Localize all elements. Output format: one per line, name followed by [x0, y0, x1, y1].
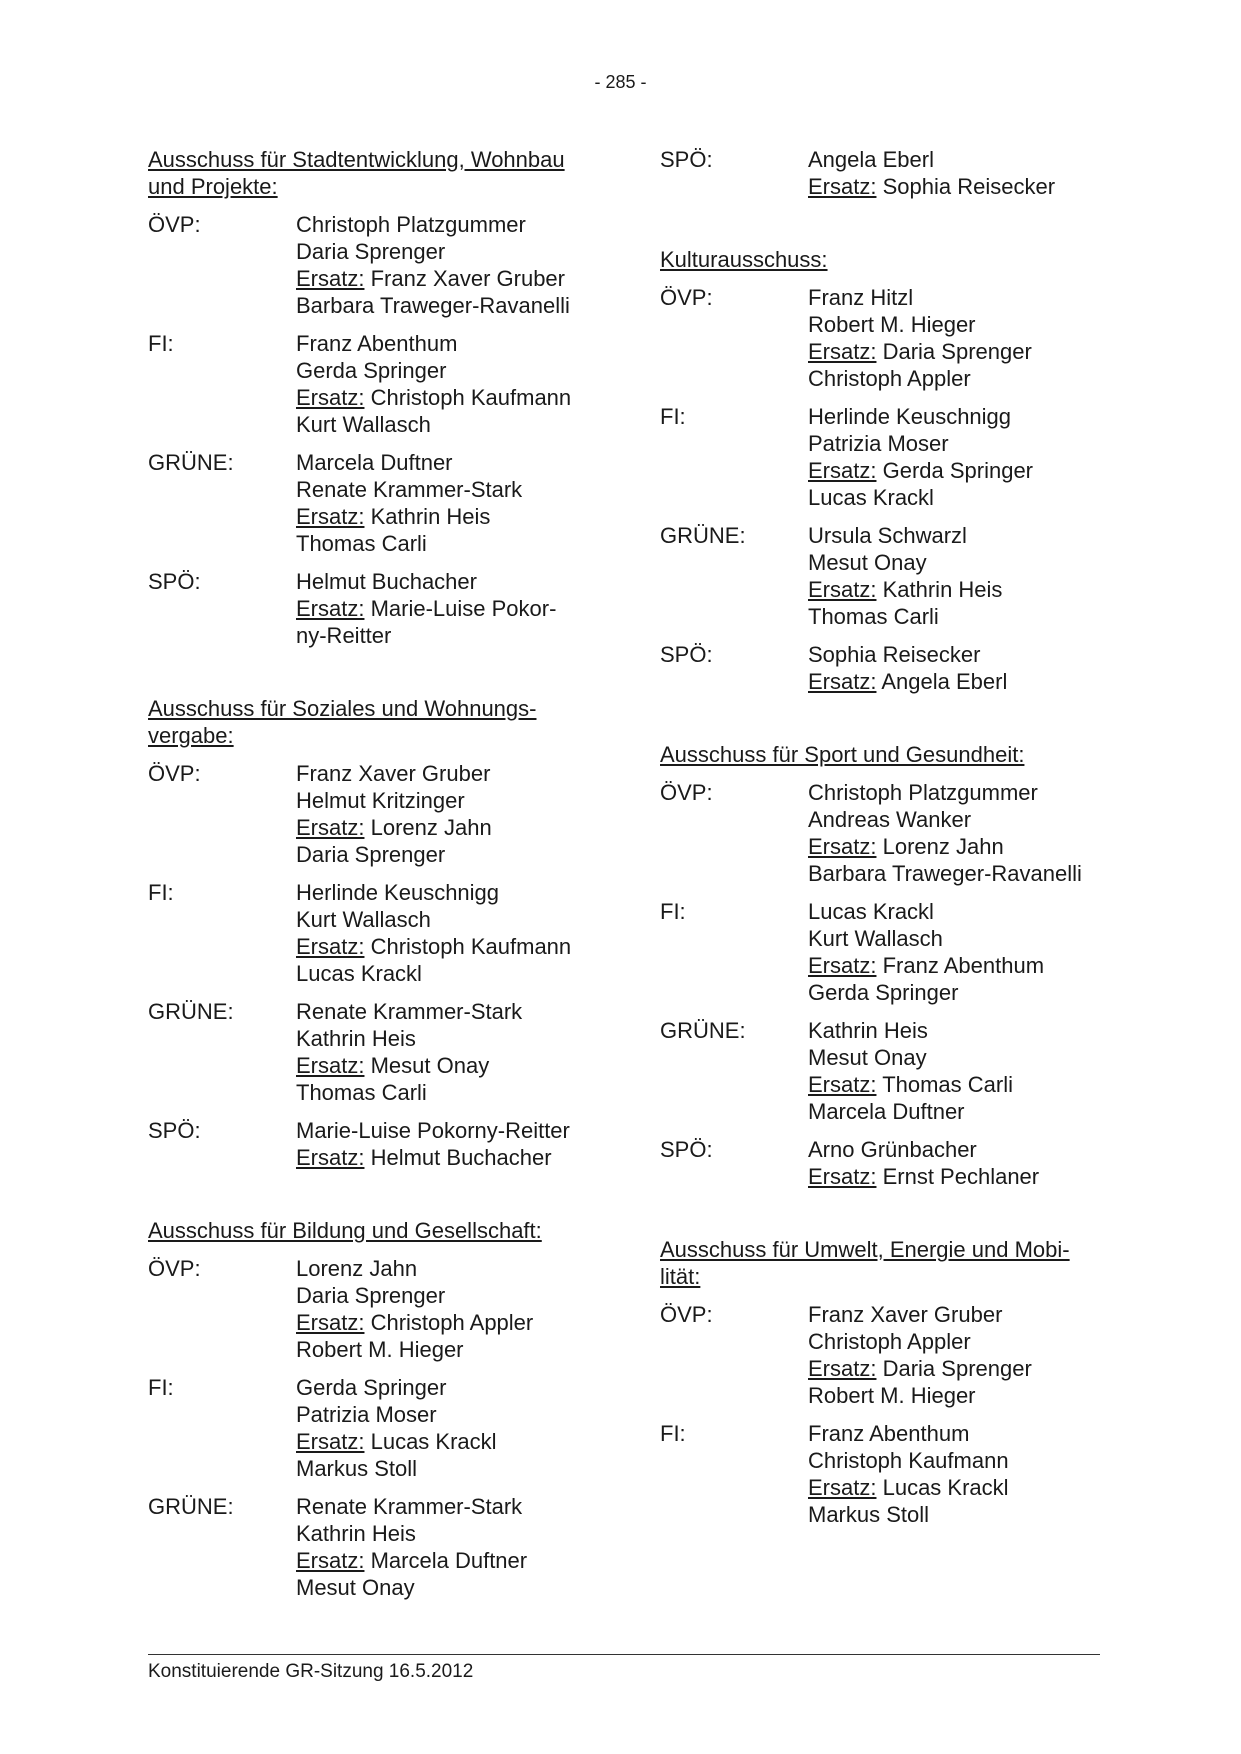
ersatz-member — [808, 833, 1120, 860]
member-name: Arno Grünbacher — [808, 1137, 977, 1162]
party-name: GRÜNE: — [148, 999, 234, 1024]
member-list — [296, 760, 608, 868]
ersatz-label: Ersatz: — [296, 504, 365, 529]
member-list — [296, 568, 608, 649]
member-name: Daria Sprenger — [296, 239, 446, 264]
party-name: SPÖ: — [660, 642, 713, 667]
ersatz-member — [296, 1079, 608, 1106]
ersatz-label: Ersatz: — [808, 834, 877, 859]
party-row — [660, 898, 1120, 1006]
member-list — [808, 898, 1120, 1006]
party-row — [148, 1117, 608, 1171]
right-column — [660, 146, 1120, 1539]
member-name: Lucas Krackl — [808, 899, 934, 924]
ersatz-member — [808, 1163, 1120, 1190]
member-name: Kurt Wallasch — [296, 907, 431, 932]
ersatz-member — [296, 1428, 608, 1455]
party-row — [660, 522, 1120, 630]
member-list — [808, 146, 1120, 200]
member-list — [296, 211, 608, 319]
ersatz-name: Christoph Appler — [370, 1310, 534, 1335]
member-list — [296, 1374, 608, 1482]
party-row — [148, 449, 608, 557]
ersatz-name: Lucas Krackl — [296, 961, 422, 986]
ersatz-name: Daria Sprenger — [296, 842, 446, 867]
party-name: FI: — [148, 880, 174, 905]
ersatz-name: Markus Stoll — [296, 1456, 418, 1481]
ersatz-name: Lorenz Jahn — [370, 815, 492, 840]
party-name: GRÜNE: — [148, 450, 234, 475]
member-name: Kurt Wallasch — [808, 926, 943, 951]
member-list — [808, 1420, 1120, 1528]
ersatz-name: Barbara Traweger-Ravanelli — [808, 861, 1082, 886]
ersatz-name: Barbara Traweger-Ravanelli — [296, 293, 570, 318]
party-row — [148, 879, 608, 987]
member-name: Ursula Schwarzl — [808, 523, 967, 548]
ersatz-name: Daria Sprenger — [882, 339, 1032, 364]
party-name: ÖVP: — [148, 761, 201, 786]
ersatz-member — [296, 1309, 608, 1336]
member-name: Renate Krammer-Stark — [296, 999, 523, 1024]
ersatz-name: Franz Xaver Gruber — [370, 266, 565, 291]
party-row — [660, 641, 1120, 695]
ersatz-member — [808, 484, 1120, 511]
party-name: ÖVP: — [660, 780, 713, 805]
party-name: GRÜNE: — [148, 1494, 234, 1519]
member-name: Sophia Reisecker — [808, 642, 981, 667]
ersatz-member — [296, 814, 608, 841]
ersatz-name: Robert M. Hieger — [808, 1383, 976, 1408]
ersatz-member — [808, 1098, 1120, 1125]
committee-title — [660, 741, 1120, 768]
ersatz-name: Gerda Springer — [882, 458, 1034, 483]
ersatz-member — [808, 1474, 1120, 1501]
ersatz-name: Helmut Buchacher — [370, 1145, 552, 1170]
left-column — [148, 146, 608, 1612]
ersatz-name: Franz Abenthum — [882, 953, 1045, 978]
ersatz-member — [296, 292, 608, 319]
party-name: FI: — [148, 1375, 174, 1400]
ersatz-label: Ersatz: — [808, 669, 877, 694]
member-name: Gerda Springer — [296, 358, 447, 383]
ersatz-name: Marcela Duftner — [370, 1548, 528, 1573]
member-list — [296, 1117, 608, 1171]
member-list — [808, 284, 1120, 392]
ersatz-label: Ersatz: — [296, 1310, 365, 1335]
member-list — [296, 1493, 608, 1601]
ersatz-name: Lucas Krackl — [808, 485, 934, 510]
party-row — [660, 146, 1120, 200]
member-list — [808, 403, 1120, 511]
ersatz-member — [808, 603, 1120, 630]
ersatz-name: Thomas Carli — [882, 1072, 1013, 1097]
ersatz-member — [296, 1052, 608, 1079]
page-number: - 285 - — [594, 72, 647, 92]
ersatz-member — [296, 1336, 608, 1363]
member-name: Marie-Luise Pokorny-Reitter — [296, 1118, 570, 1143]
member-name: Renate Krammer-Stark — [296, 477, 523, 502]
committee-title-line: lität: — [660, 1264, 701, 1289]
party-row — [660, 1301, 1120, 1409]
party-name: ÖVP: — [660, 285, 713, 310]
ersatz-member — [296, 622, 608, 649]
ersatz-member — [296, 411, 608, 438]
ersatz-label: Ersatz: — [808, 953, 877, 978]
member-name: Mesut Onay — [808, 1045, 927, 1070]
ersatz-name: Mesut Onay — [370, 1053, 490, 1078]
ersatz-label: Ersatz: — [296, 1429, 365, 1454]
party-row — [148, 211, 608, 319]
committee — [660, 146, 1120, 200]
ersatz-name: Mesut Onay — [296, 1575, 415, 1600]
committee-title-line: Ausschuss für Stadtentwicklung, Wohnbau — [148, 147, 565, 172]
party-row — [148, 1374, 608, 1482]
ersatz-name: Gerda Springer — [808, 980, 959, 1005]
committee-title-line: vergabe: — [148, 723, 234, 748]
ersatz-label: Ersatz: — [808, 1072, 877, 1097]
ersatz-member — [296, 1144, 608, 1171]
member-name: Franz Xaver Gruber — [808, 1302, 1003, 1327]
member-name: Kathrin Heis — [296, 1026, 416, 1051]
ersatz-member — [808, 576, 1120, 603]
committee-title — [148, 1217, 608, 1244]
member-list — [808, 641, 1120, 695]
party-name: GRÜNE: — [660, 1018, 746, 1043]
party-row — [660, 284, 1120, 392]
member-name: Franz Abenthum — [296, 331, 458, 356]
party-row — [660, 1420, 1120, 1528]
ersatz-name: Thomas Carli — [808, 604, 939, 629]
member-name: Franz Abenthum — [808, 1421, 970, 1446]
footer-text: Konstituierende GR-Sitzung 16.5.2012 — [148, 1661, 474, 1682]
party-name: FI: — [660, 899, 686, 924]
ersatz-name: Sophia Reisecker — [882, 174, 1056, 199]
member-name: Renate Krammer-Stark — [296, 1494, 523, 1519]
committee — [148, 695, 608, 1171]
party-name: ÖVP: — [148, 212, 201, 237]
committee — [660, 246, 1120, 695]
ersatz-member — [296, 503, 608, 530]
member-name: Christoph Appler — [808, 1329, 971, 1354]
ersatz-name: Christoph Appler — [808, 366, 971, 391]
party-name: SPÖ: — [148, 1118, 201, 1143]
ersatz-label: Ersatz: — [296, 266, 365, 291]
ersatz-member — [808, 952, 1120, 979]
party-row — [660, 1017, 1120, 1125]
ersatz-member — [296, 841, 608, 868]
ersatz-label: Ersatz: — [808, 1164, 877, 1189]
party-name: SPÖ: — [148, 569, 201, 594]
ersatz-member — [808, 860, 1120, 887]
committee — [660, 1236, 1120, 1528]
committee-title-line: Ausschuss für Umwelt, Energie und Mobi- — [660, 1237, 1070, 1262]
ersatz-member — [808, 365, 1120, 392]
member-list — [808, 1017, 1120, 1125]
member-name: Daria Sprenger — [296, 1283, 446, 1308]
committee-title-line: Kulturausschuss: — [660, 247, 828, 272]
ersatz-label: Ersatz: — [296, 1145, 365, 1170]
ersatz-name: Ernst Pechlaner — [882, 1164, 1040, 1189]
ersatz-member — [296, 530, 608, 557]
committee — [148, 1217, 608, 1601]
ersatz-name: ny-Reitter — [296, 623, 392, 648]
ersatz-label: Ersatz: — [808, 1356, 877, 1381]
member-name: Marcela Duftner — [296, 450, 453, 475]
member-name: Patrizia Moser — [808, 431, 949, 456]
ersatz-member — [296, 960, 608, 987]
ersatz-member — [808, 668, 1120, 695]
ersatz-label: Ersatz: — [808, 174, 877, 199]
party-name: FI: — [660, 1421, 686, 1446]
ersatz-name: Thomas Carli — [296, 1080, 427, 1105]
ersatz-member — [808, 457, 1120, 484]
member-list — [808, 779, 1120, 887]
ersatz-label: Ersatz: — [808, 339, 877, 364]
ersatz-name: Christoph Kaufmann — [370, 385, 572, 410]
party-name: FI: — [148, 331, 174, 356]
ersatz-member — [808, 1355, 1120, 1382]
ersatz-member — [808, 1382, 1120, 1409]
committee-title — [148, 146, 608, 200]
ersatz-label: Ersatz: — [296, 934, 365, 959]
ersatz-label: Ersatz: — [296, 815, 365, 840]
member-name: Robert M. Hieger — [808, 312, 976, 337]
party-row — [148, 998, 608, 1106]
ersatz-name: Lucas Krackl — [370, 1429, 497, 1454]
member-name: Franz Xaver Gruber — [296, 761, 491, 786]
ersatz-name: Markus Stoll — [808, 1502, 930, 1527]
party-row — [148, 1255, 608, 1363]
ersatz-member — [808, 173, 1120, 200]
ersatz-label: Ersatz: — [808, 1475, 877, 1500]
party-row — [148, 330, 608, 438]
ersatz-member — [296, 933, 608, 960]
member-name: Andreas Wanker — [808, 807, 972, 832]
ersatz-name: Lorenz Jahn — [882, 834, 1004, 859]
ersatz-name: Marie-Luise Pokor- — [370, 596, 557, 621]
ersatz-member — [808, 338, 1120, 365]
member-name: Christoph Platzgummer — [808, 780, 1038, 805]
ersatz-name: Kathrin Heis — [370, 504, 491, 529]
committee-title-line: Ausschuss für Sport und Gesundheit: — [660, 742, 1025, 767]
member-name: Helmut Buchacher — [296, 569, 477, 594]
party-row — [660, 403, 1120, 511]
member-list — [296, 1255, 608, 1363]
ersatz-name: Thomas Carli — [296, 531, 427, 556]
member-name: Herlinde Keuschnigg — [808, 404, 1012, 429]
ersatz-name: Robert M. Hieger — [296, 1337, 464, 1362]
member-name: Christoph Platzgummer — [296, 212, 526, 237]
committee-title-line: Ausschuss für Soziales und Wohnungs- — [148, 696, 537, 721]
party-name: FI: — [660, 404, 686, 429]
member-name: Gerda Springer — [296, 1375, 447, 1400]
party-name: SPÖ: — [660, 1137, 713, 1162]
member-list — [808, 1301, 1120, 1409]
party-row — [148, 1493, 608, 1601]
committee-title — [660, 1236, 1120, 1290]
ersatz-member — [296, 384, 608, 411]
ersatz-label: Ersatz: — [808, 458, 877, 483]
ersatz-member — [296, 595, 608, 622]
ersatz-member — [808, 1501, 1120, 1528]
ersatz-member — [296, 1547, 608, 1574]
member-name: Lorenz Jahn — [296, 1256, 418, 1281]
ersatz-member — [808, 1071, 1120, 1098]
member-name: Helmut Kritzinger — [296, 788, 465, 813]
ersatz-name: Kathrin Heis — [882, 577, 1003, 602]
ersatz-label: Ersatz: — [808, 577, 877, 602]
member-name: Patrizia Moser — [296, 1402, 437, 1427]
member-list — [296, 879, 608, 987]
member-name: Angela Eberl — [808, 147, 934, 172]
member-name: Kathrin Heis — [808, 1018, 928, 1043]
member-list — [296, 330, 608, 438]
member-list — [296, 998, 608, 1106]
ersatz-name: Angela Eberl — [881, 669, 1008, 694]
party-row — [660, 779, 1120, 887]
member-name: Mesut Onay — [808, 550, 927, 575]
member-list — [296, 449, 608, 557]
committee-title — [660, 246, 1120, 273]
ersatz-name: Christoph Kaufmann — [370, 934, 572, 959]
committee-title-line: Ausschuss für Bildung und Gesellschaft: — [148, 1218, 542, 1243]
ersatz-member — [296, 1455, 608, 1482]
ersatz-label: Ersatz: — [296, 1548, 365, 1573]
footer-divider — [148, 1654, 1100, 1655]
party-row — [148, 568, 608, 649]
party-row — [660, 1136, 1120, 1190]
committee-title — [148, 695, 608, 749]
ersatz-member — [296, 265, 608, 292]
ersatz-label: Ersatz: — [296, 385, 365, 410]
committee — [660, 741, 1120, 1190]
ersatz-name: Lucas Krackl — [882, 1475, 1009, 1500]
party-name: ÖVP: — [660, 1302, 713, 1327]
member-list — [808, 522, 1120, 630]
committee-title-line: und Projekte: — [148, 174, 278, 199]
ersatz-label: Ersatz: — [296, 596, 365, 621]
ersatz-name: Daria Sprenger — [882, 1356, 1032, 1381]
ersatz-member — [808, 979, 1120, 1006]
member-list — [808, 1136, 1120, 1190]
party-name: SPÖ: — [660, 147, 713, 172]
member-name: Franz Hitzl — [808, 285, 914, 310]
ersatz-member — [296, 1574, 608, 1601]
party-name: GRÜNE: — [660, 523, 746, 548]
ersatz-label: Ersatz: — [296, 1053, 365, 1078]
party-name: ÖVP: — [148, 1256, 201, 1281]
committee — [148, 146, 608, 649]
ersatz-name: Marcela Duftner — [808, 1099, 965, 1124]
member-name: Herlinde Keuschnigg — [296, 880, 500, 905]
party-row — [148, 760, 608, 868]
member-name: Christoph Kaufmann — [808, 1448, 1009, 1473]
ersatz-name: Kurt Wallasch — [296, 412, 431, 437]
member-name: Kathrin Heis — [296, 1521, 416, 1546]
